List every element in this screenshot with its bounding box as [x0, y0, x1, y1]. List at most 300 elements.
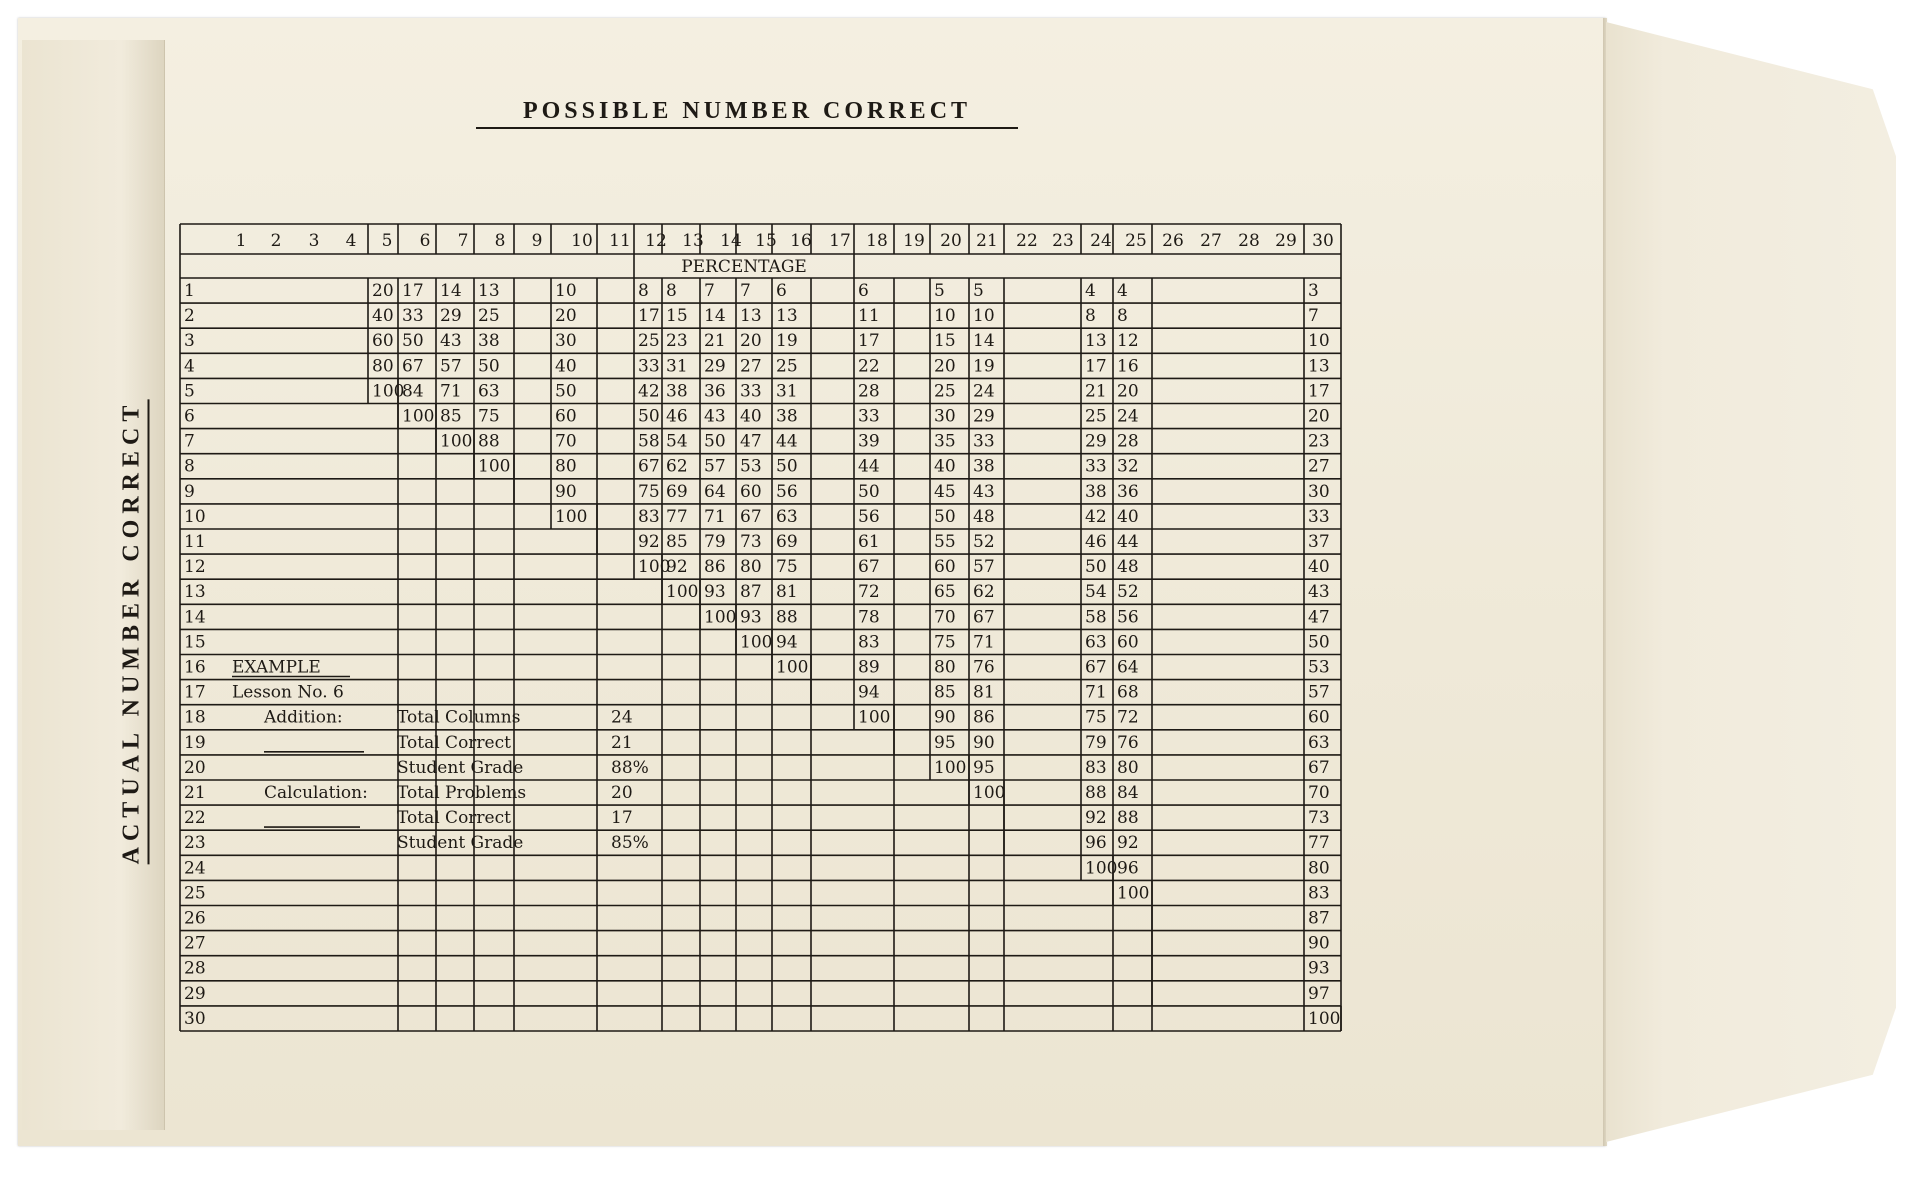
example-lesson: Lesson No. 6: [232, 682, 344, 703]
pct-24-15: 63: [1085, 632, 1107, 653]
pct-25-1: 4: [1117, 281, 1128, 301]
pct-30-30: 100: [1308, 1008, 1341, 1029]
pct-10-2: 20: [555, 306, 577, 327]
pct-16-1: 6: [776, 281, 787, 301]
pct-13-4: 31: [666, 356, 688, 377]
pct-6-2: 33: [402, 306, 424, 327]
pct-21-14: 67: [973, 607, 995, 628]
pct-8-5: 63: [478, 381, 500, 402]
example-line-label-5: Student Grade: [397, 833, 524, 854]
pct-25-18: 72: [1117, 707, 1139, 728]
pct-20-4: 20: [934, 356, 956, 377]
header-possible-12: 12: [645, 231, 667, 251]
pct-14-7: 50: [704, 431, 726, 452]
row-label-20: 20: [184, 757, 206, 778]
pct-30-29: 97: [1308, 983, 1330, 1004]
pct-16-3: 19: [776, 331, 798, 352]
pct-18-6: 33: [858, 406, 880, 427]
percentage-label: PERCENTAGE: [681, 257, 807, 277]
pct-7-5: 71: [440, 381, 462, 402]
pct-16-8: 50: [776, 456, 798, 477]
pct-21-1: 5: [973, 281, 984, 301]
pct-8-6: 75: [478, 406, 500, 427]
pct-25-13: 52: [1117, 582, 1139, 603]
pct-15-11: 73: [740, 532, 762, 552]
pct-14-3: 21: [704, 331, 726, 352]
pct-16-14: 88: [776, 607, 798, 628]
pct-13-5: 38: [666, 381, 688, 402]
pct-8-7: 88: [478, 431, 500, 452]
pct-7-7: 100: [440, 431, 473, 452]
pct-14-13: 93: [704, 582, 726, 603]
pct-12-7: 58: [638, 431, 660, 452]
pct-30-23: 77: [1308, 833, 1330, 854]
row-label-15: 15: [184, 632, 206, 653]
row-label-1: 1: [184, 281, 195, 301]
pct-30-24: 80: [1308, 858, 1330, 879]
row-label-9: 9: [184, 481, 195, 502]
pct-18-10: 56: [858, 506, 880, 527]
pct-24-3: 13: [1085, 331, 1107, 352]
pct-18-5: 28: [858, 381, 880, 402]
pct-20-16: 80: [934, 657, 956, 678]
pct-25-19: 76: [1117, 732, 1139, 753]
pct-30-1: 3: [1308, 281, 1319, 301]
pct-24-7: 29: [1085, 431, 1107, 452]
row-label-8: 8: [184, 456, 195, 477]
pct-24-8: 33: [1085, 456, 1107, 477]
row-label-7: 7: [184, 431, 195, 452]
pct-25-9: 36: [1117, 481, 1139, 502]
pct-16-4: 25: [776, 356, 798, 377]
pct-10-10: 100: [555, 506, 588, 527]
pct-10-8: 80: [555, 456, 577, 477]
row-label-6: 6: [184, 406, 195, 427]
pct-12-12: 100: [638, 557, 671, 578]
pct-15-4: 27: [740, 356, 762, 377]
header-possible-16: 16: [790, 231, 812, 251]
pct-24-13: 54: [1085, 582, 1107, 603]
example-line-value-0: 24: [611, 707, 633, 728]
pct-13-6: 46: [666, 406, 688, 427]
header-possible-11: 11: [609, 231, 631, 251]
pct-24-16: 67: [1085, 657, 1107, 678]
pct-5-2: 40: [372, 306, 394, 327]
example-line-label-3: Total Problems: [397, 783, 527, 803]
pct-30-13: 43: [1308, 582, 1330, 603]
pct-30-16: 53: [1308, 657, 1330, 678]
pct-5-5: 100: [372, 381, 405, 402]
pct-16-12: 75: [776, 557, 798, 578]
row-label-10: 10: [184, 506, 206, 527]
pct-30-25: 83: [1308, 883, 1330, 904]
pct-12-6: 50: [638, 406, 660, 427]
pct-30-11: 37: [1308, 532, 1330, 552]
pct-14-1: 7: [704, 281, 715, 301]
pct-21-11: 52: [973, 532, 995, 552]
pct-20-18: 90: [934, 707, 956, 728]
pct-20-14: 70: [934, 607, 956, 628]
pct-14-12: 86: [704, 557, 726, 578]
pct-13-1: 8: [666, 281, 677, 301]
row-label-17: 17: [184, 682, 206, 703]
pct-21-15: 71: [973, 632, 995, 653]
header-possible-3: 3: [308, 231, 320, 251]
pct-18-9: 50: [858, 481, 880, 502]
pct-24-23: 96: [1085, 833, 1107, 854]
pct-21-20: 95: [973, 757, 995, 778]
pct-13-8: 62: [666, 456, 688, 477]
header-possible-7: 7: [457, 231, 469, 251]
header-possible-5: 5: [381, 231, 393, 251]
pct-5-1: 20: [372, 281, 394, 301]
pct-7-6: 85: [440, 406, 462, 427]
pct-10-6: 60: [555, 406, 577, 427]
row-label-5: 5: [184, 381, 195, 402]
pct-14-5: 36: [704, 381, 726, 402]
pct-30-26: 87: [1308, 908, 1330, 929]
example-line-label-0: Total Columns: [397, 707, 521, 728]
pct-8-8: 100: [478, 456, 511, 477]
pct-13-12: 92: [666, 557, 688, 578]
header-possible-20: 20: [940, 231, 962, 251]
row-label-19: 19: [184, 732, 206, 753]
pct-30-22: 73: [1308, 808, 1330, 829]
pct-6-5: 84: [402, 381, 424, 402]
pct-21-16: 76: [973, 657, 995, 678]
pct-14-11: 79: [704, 532, 726, 552]
pct-24-6: 25: [1085, 406, 1107, 427]
pct-20-13: 65: [934, 582, 956, 603]
pct-10-7: 70: [555, 431, 577, 452]
pct-25-8: 32: [1117, 456, 1139, 477]
header-possible-19: 19: [903, 231, 925, 251]
row-label-18: 18: [184, 707, 206, 728]
row-label-14: 14: [184, 607, 206, 628]
pct-12-3: 25: [638, 331, 660, 352]
row-label-29: 29: [184, 983, 206, 1004]
pct-6-3: 50: [402, 331, 424, 352]
pct-21-2: 10: [973, 306, 995, 327]
pct-25-20: 80: [1117, 757, 1139, 778]
pct-25-7: 28: [1117, 431, 1139, 452]
pct-25-5: 20: [1117, 381, 1139, 402]
pct-24-1: 4: [1085, 281, 1096, 301]
pct-15-13: 87: [740, 582, 762, 603]
pct-16-5: 31: [776, 381, 798, 402]
pct-15-1: 7: [740, 281, 751, 301]
pct-25-15: 60: [1117, 632, 1139, 653]
pct-18-11: 61: [858, 532, 880, 552]
example-line-value-5: 85%: [611, 833, 649, 854]
row-label-4: 4: [184, 356, 195, 377]
header-possible-4: 4: [345, 231, 357, 251]
row-label-26: 26: [184, 908, 206, 929]
pct-25-25: 100: [1117, 883, 1150, 904]
pct-21-5: 24: [973, 381, 995, 402]
pct-30-5: 17: [1308, 381, 1330, 402]
page-title: POSSIBLE NUMBER CORRECT: [476, 98, 1018, 129]
header-possible-17: 17: [829, 231, 851, 251]
pct-20-12: 60: [934, 557, 956, 578]
header-possible-30: 30: [1312, 231, 1334, 251]
pct-16-2: 13: [776, 306, 798, 327]
header-possible-23: 23: [1052, 231, 1074, 251]
pct-6-6: 100: [402, 406, 435, 427]
row-label-16: 16: [184, 657, 206, 678]
pct-30-17: 57: [1308, 682, 1330, 703]
pct-25-2: 8: [1117, 306, 1128, 327]
pct-14-4: 29: [704, 356, 726, 377]
pct-13-10: 77: [666, 506, 688, 527]
pct-25-14: 56: [1117, 607, 1139, 628]
header-possible-26: 26: [1162, 231, 1184, 251]
pct-13-2: 15: [666, 306, 688, 327]
pct-13-9: 69: [666, 481, 688, 502]
header-possible-29: 29: [1275, 231, 1297, 251]
pct-18-7: 39: [858, 431, 880, 452]
pct-16-11: 69: [776, 532, 798, 552]
row-label-28: 28: [184, 958, 206, 979]
pct-15-7: 47: [740, 431, 762, 452]
pct-14-9: 64: [704, 481, 726, 502]
pct-20-15: 75: [934, 632, 956, 653]
pct-18-14: 78: [858, 607, 880, 628]
header-possible-28: 28: [1238, 231, 1260, 251]
pct-20-6: 30: [934, 406, 956, 427]
pct-20-9: 45: [934, 481, 956, 502]
pct-16-16: 100: [776, 657, 809, 678]
pct-14-8: 57: [704, 456, 726, 477]
pct-8-4: 50: [478, 356, 500, 377]
pct-21-19: 90: [973, 732, 995, 753]
pct-20-5: 25: [934, 381, 956, 402]
example-line-value-4: 17: [611, 808, 633, 829]
pct-15-6: 40: [740, 406, 762, 427]
pct-30-28: 93: [1308, 958, 1330, 979]
pct-18-4: 22: [858, 356, 880, 377]
pct-18-17: 94: [858, 682, 880, 703]
pct-20-3: 15: [934, 331, 956, 352]
example-addition-label: Addition:: [264, 707, 343, 728]
pct-24-2: 8: [1085, 306, 1096, 327]
row-label-13: 13: [184, 582, 206, 603]
pct-21-12: 57: [973, 557, 995, 578]
pct-21-13: 62: [973, 582, 995, 603]
pct-21-18: 86: [973, 707, 995, 728]
pct-25-11: 44: [1117, 532, 1139, 552]
pct-25-12: 48: [1117, 557, 1139, 578]
pct-12-10: 83: [638, 506, 660, 527]
pct-7-3: 43: [440, 331, 462, 352]
pct-18-13: 72: [858, 582, 880, 603]
row-label-25: 25: [184, 883, 206, 904]
pct-21-21: 100: [973, 783, 1006, 803]
pct-21-6: 29: [973, 406, 995, 427]
header-possible-6: 6: [419, 231, 431, 251]
pct-18-8: 44: [858, 456, 880, 477]
pct-30-7: 23: [1308, 431, 1330, 452]
pct-8-2: 25: [478, 306, 500, 327]
pct-18-3: 17: [858, 331, 880, 352]
example-line-value-2: 88%: [611, 757, 649, 778]
pct-24-9: 38: [1085, 481, 1107, 502]
pct-10-5: 50: [555, 381, 577, 402]
pct-24-12: 50: [1085, 557, 1107, 578]
header-possible-24: 24: [1090, 231, 1112, 251]
example-heading: EXAMPLE: [232, 657, 321, 678]
row-label-24: 24: [184, 858, 206, 879]
pct-25-4: 16: [1117, 356, 1139, 377]
pct-24-21: 88: [1085, 783, 1107, 803]
pct-16-7: 44: [776, 431, 798, 452]
pct-25-17: 68: [1117, 682, 1139, 703]
pct-20-8: 40: [934, 456, 956, 477]
header-possible-2: 2: [270, 231, 282, 251]
pct-13-3: 23: [666, 331, 688, 352]
pct-18-1: 6: [858, 281, 869, 301]
pct-15-3: 20: [740, 331, 762, 352]
header-possible-18: 18: [866, 231, 888, 251]
pct-7-4: 57: [440, 356, 462, 377]
pct-24-10: 42: [1085, 506, 1107, 527]
pct-14-6: 43: [704, 406, 726, 427]
pct-20-2: 10: [934, 306, 956, 327]
pct-30-18: 60: [1308, 707, 1330, 728]
pct-15-2: 13: [740, 306, 762, 327]
pct-25-23: 92: [1117, 833, 1139, 854]
pct-6-4: 67: [402, 356, 424, 377]
header-possible-22: 22: [1016, 231, 1038, 251]
pct-8-3: 38: [478, 331, 500, 352]
pct-24-4: 17: [1085, 356, 1107, 377]
pct-15-9: 60: [740, 481, 762, 502]
pct-21-3: 14: [973, 331, 995, 352]
pct-30-21: 70: [1308, 783, 1330, 803]
pct-20-17: 85: [934, 682, 956, 703]
example-line-label-1: Total Correct: [397, 732, 511, 753]
example-line-value-1: 21: [611, 732, 633, 753]
pct-10-1: 10: [555, 281, 577, 301]
row-label-11: 11: [184, 532, 206, 552]
pct-25-6: 24: [1117, 406, 1139, 427]
pct-15-5: 33: [740, 381, 762, 402]
row-label-30: 30: [184, 1008, 206, 1029]
header-possible-25: 25: [1125, 231, 1147, 251]
pct-25-16: 64: [1117, 657, 1139, 678]
pct-12-4: 33: [638, 356, 660, 377]
header-possible-13: 13: [682, 231, 704, 251]
pct-16-13: 81: [776, 582, 798, 603]
pct-15-8: 53: [740, 456, 762, 477]
pct-30-10: 33: [1308, 506, 1330, 527]
pct-25-10: 40: [1117, 506, 1139, 527]
pct-12-11: 92: [638, 532, 660, 552]
pct-18-18: 100: [858, 707, 891, 728]
example-line-label-4: Total Correct: [397, 808, 511, 829]
pct-21-10: 48: [973, 506, 995, 527]
pct-24-19: 79: [1085, 732, 1107, 753]
side-label: ACTUAL NUMBER CORRECT: [119, 400, 150, 865]
pct-20-20: 100: [934, 757, 967, 778]
pct-24-20: 83: [1085, 757, 1107, 778]
pct-24-22: 92: [1085, 808, 1107, 829]
pct-5-4: 80: [372, 356, 394, 377]
pct-30-20: 67: [1308, 757, 1330, 778]
pct-30-4: 13: [1308, 356, 1330, 377]
pct-12-2: 17: [638, 306, 660, 327]
row-label-22: 22: [184, 808, 206, 829]
pct-20-1: 5: [934, 281, 945, 301]
pct-20-11: 55: [934, 532, 956, 552]
pct-25-3: 12: [1117, 331, 1139, 352]
pct-10-9: 90: [555, 481, 577, 502]
pct-12-9: 75: [638, 481, 660, 502]
pct-24-24: 100: [1085, 858, 1118, 879]
pct-6-1: 17: [402, 281, 424, 301]
pct-15-10: 67: [740, 506, 762, 527]
pct-18-15: 83: [858, 632, 880, 653]
pct-30-14: 47: [1308, 607, 1330, 628]
pct-30-12: 40: [1308, 557, 1330, 578]
pct-13-13: 100: [666, 582, 699, 603]
pct-15-12: 80: [740, 557, 762, 578]
pct-30-2: 7: [1308, 306, 1319, 327]
pct-14-14: 100: [704, 607, 737, 628]
pct-30-6: 20: [1308, 406, 1330, 427]
pct-30-8: 27: [1308, 456, 1330, 477]
pct-30-15: 50: [1308, 632, 1330, 653]
pct-21-17: 81: [973, 682, 995, 703]
pct-13-7: 54: [666, 431, 688, 452]
pct-16-10: 63: [776, 506, 798, 527]
example-line-label-2: Student Grade: [397, 757, 524, 778]
header-possible-21: 21: [976, 231, 998, 251]
pct-24-5: 21: [1085, 381, 1107, 402]
pct-21-4: 19: [973, 356, 995, 377]
example-line-value-3: 20: [611, 783, 633, 803]
row-label-2: 2: [184, 306, 195, 327]
pct-25-22: 88: [1117, 808, 1139, 829]
row-label-3: 3: [184, 331, 195, 352]
pct-12-1: 8: [638, 281, 649, 301]
pct-14-10: 71: [704, 506, 726, 527]
pct-24-11: 46: [1085, 532, 1107, 552]
pct-21-9: 43: [973, 481, 995, 502]
pct-24-18: 75: [1085, 707, 1107, 728]
pct-25-21: 84: [1117, 783, 1139, 803]
row-label-12: 12: [184, 557, 206, 578]
header-possible-14: 14: [720, 231, 742, 251]
pct-5-3: 60: [372, 331, 394, 352]
pct-8-1: 13: [478, 281, 500, 301]
pct-16-15: 94: [776, 632, 798, 653]
pct-15-14: 93: [740, 607, 762, 628]
pct-30-19: 63: [1308, 732, 1330, 753]
pct-18-12: 67: [858, 557, 880, 578]
pct-13-11: 85: [666, 532, 688, 552]
header-possible-1: 1: [235, 231, 247, 251]
pct-10-4: 40: [555, 356, 577, 377]
row-label-23: 23: [184, 833, 206, 854]
pct-7-2: 29: [440, 306, 462, 327]
pct-30-3: 10: [1308, 331, 1330, 352]
pct-18-2: 11: [858, 306, 880, 327]
header-possible-27: 27: [1200, 231, 1222, 251]
pct-12-8: 67: [638, 456, 660, 477]
pct-25-24: 96: [1117, 858, 1139, 879]
pct-20-19: 95: [934, 732, 956, 753]
